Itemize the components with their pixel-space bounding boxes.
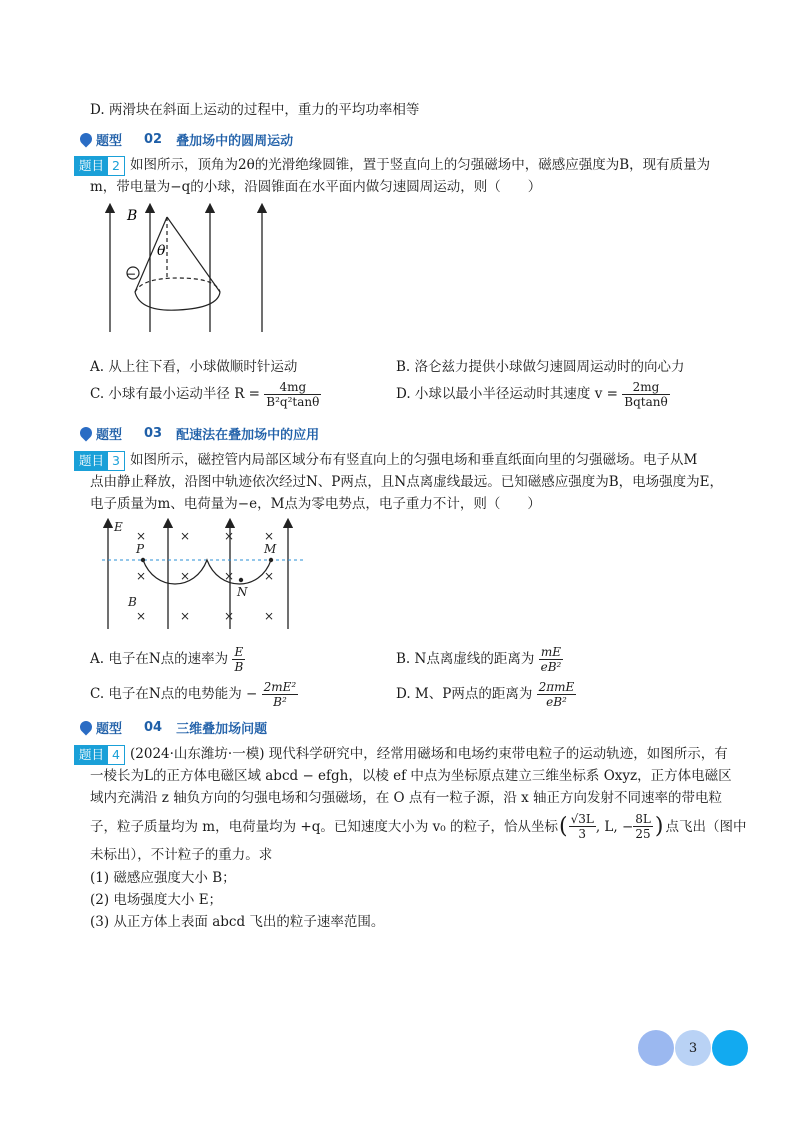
badge-number: 3 <box>108 452 124 470</box>
q4-sub3: (3) 从正方体上表面 abcd 飞出的粒子速率范围。 <box>90 914 385 930</box>
cross-mark: × <box>136 609 147 623</box>
question-badge-3 <box>74 451 125 471</box>
cross-mark: × <box>264 609 275 623</box>
cone-figure <box>100 200 270 335</box>
q3-option-b[interactable] <box>396 645 563 674</box>
option-text: C. 小球有最小运动半径 R = <box>90 386 260 402</box>
cone-right-edge <box>167 217 220 292</box>
option-text: C. 电子在N点的电势能为 − <box>90 686 258 702</box>
section-heading-04 <box>80 717 267 737</box>
fraction: $\frac{\text{2mE²}}{\text{B²}}$ <box>263 680 297 709</box>
paren-open: ( <box>558 813 568 839</box>
section-title: 配速法在叠加场中的应用 <box>176 427 320 443</box>
pager-left-circle <box>638 1030 674 1066</box>
q4-sub2: (2) 电场强度大小 E； <box>90 892 223 908</box>
charge-sign: − <box>125 267 137 281</box>
point-N <box>239 578 243 582</box>
option-text: B. N点离虚线的距离为 <box>396 651 535 667</box>
label-E: E <box>114 520 123 534</box>
label-B: B <box>128 595 137 609</box>
badge-label: 题目 <box>75 746 108 764</box>
line-text: 子，粒子质量均为 m，电荷量均为 +q。已知速度大小为 v₀ 的粒子，恰从坐标 <box>90 818 558 835</box>
q3-option-a[interactable] <box>90 645 245 674</box>
fraction: $\frac{\text{2πmE}}{\text{eB²}}$ <box>538 680 575 709</box>
q4-sub1: (1) 磁感应强度大小 B； <box>90 870 236 886</box>
coord-x-fraction: $\frac{√3L}{3}$ <box>570 812 594 841</box>
section-label: 题型 <box>96 133 123 149</box>
badge-label: 题目 <box>75 157 108 175</box>
q4-line4 <box>90 812 746 841</box>
location-pin-icon <box>78 131 95 148</box>
line-text: 点飞出（图中 <box>665 818 747 835</box>
cross-mark: × <box>136 529 147 543</box>
label-theta: θ <box>157 243 166 259</box>
fraction: $\frac{2mg}{Bqtan\theta}$ <box>624 380 668 409</box>
q3-line2: 点由静止释放，沿图中轨迹依次经过N、P两点，且N点离虚线最远。已知磁感应强度为B，电场强度为E， <box>90 474 723 490</box>
section-title: 叠加场中的圆周运动 <box>176 133 294 149</box>
cross-mark: × <box>180 529 191 543</box>
electron-trajectory <box>143 560 271 584</box>
cross-mark: × <box>264 569 275 583</box>
page-number: 3 <box>675 1030 711 1066</box>
q3-option-c[interactable] <box>90 680 298 709</box>
cross-mark: × <box>224 569 235 583</box>
q3-option-d[interactable] <box>396 680 576 709</box>
cross-mark: × <box>224 529 235 543</box>
magnetron-figure <box>100 517 310 632</box>
coord-mid: , L, − <box>595 818 634 835</box>
option-text: D. M、P两点的距离为 <box>396 686 533 702</box>
cone-base-front <box>135 292 220 310</box>
cross-mark: × <box>180 569 191 583</box>
q2-option-b[interactable]: B. 洛仑兹力提供小球做匀速圆周运动时的向心力 <box>396 359 685 375</box>
q4-line5: 未标出），不计粒子的重力。求 <box>90 847 273 863</box>
section-heading-02 <box>80 129 293 149</box>
pager-right-circle <box>712 1030 748 1066</box>
label-B: B <box>127 208 138 224</box>
section-number: 02 <box>144 131 163 147</box>
q4-line3: 域内充满沿 z 轴负方向的匀强电场和匀强磁场，在 O 点有一粒子源，沿 x 轴正方向发射不同速率的带电粒 <box>90 790 723 806</box>
q3-line3: 电子质量为m、电荷量为−e，M点为零电势点，电子重力不计，则（ ） <box>90 496 541 512</box>
section-heading-03 <box>80 423 319 443</box>
cross-mark: × <box>180 609 191 623</box>
option-text: A. 电子在N点的速率为 <box>90 651 229 667</box>
fraction: $\frac{4mg}{\text{B²q²tanθ}}$ <box>266 380 320 409</box>
paren-close: ) <box>654 813 664 839</box>
q2-line2: m，带电量为−q的小球，沿圆锥面在水平面内做匀速圆周运动，则（ ） <box>90 179 542 195</box>
point-P <box>141 558 145 562</box>
section-title: 三维叠加场问题 <box>176 721 268 737</box>
fraction: $\frac{E}{B}$ <box>234 645 244 674</box>
cross-mark: × <box>224 609 235 623</box>
badge-label: 题目 <box>75 452 108 470</box>
coord-z-fraction: $\frac{8L}{25}$ <box>635 812 651 841</box>
label-N: N <box>237 585 248 599</box>
prev-option-d: D. 两滑块在斜面上运动的过程中，重力的平均功率相等 <box>90 102 420 118</box>
fraction: $\frac{mE}{\text{eB²}}$ <box>540 645 562 674</box>
location-pin-icon <box>78 719 95 736</box>
section-label: 题型 <box>96 427 123 443</box>
badge-number: 4 <box>108 746 124 764</box>
location-pin-icon <box>78 425 95 442</box>
cross-mark: × <box>136 569 147 583</box>
cone-base-back <box>135 278 220 292</box>
question-badge-2 <box>74 156 125 176</box>
section-number: 04 <box>144 719 163 735</box>
q4-line1: (2024·山东潍坊·一模) 现代科学研究中，经常用磁场和电场约束带电粒子的运动轨迹，如图所示，有 <box>130 746 728 762</box>
option-text: D. 小球以最小半径运动时其速度 v = <box>396 386 618 402</box>
q4-line2: 一棱长为L的正方体电磁区域 abcd − efgh，以棱 ef 中点为坐标原点建立三维坐标系 Oxyz，正方体电磁区 <box>90 768 732 784</box>
label-P: P <box>136 542 145 556</box>
badge-number: 2 <box>108 157 124 175</box>
question-badge-4 <box>74 745 125 765</box>
cross-mark: × <box>264 529 275 543</box>
q2-line1: 如图所示，顶角为2θ的光滑绝缘圆锥，置于竖直向上的匀强磁场中，磁感应强度为B，现有质量为 <box>130 157 711 173</box>
section-number: 03 <box>144 425 163 441</box>
q3-line1: 如图所示，磁控管内局部区域分布有竖直向上的匀强电场和垂直纸面向里的匀强磁场。电子从M <box>130 452 698 468</box>
section-label: 题型 <box>96 721 123 737</box>
q2-option-c[interactable] <box>90 380 321 409</box>
point-M <box>269 558 273 562</box>
q2-option-d[interactable] <box>396 380 670 409</box>
label-M: M <box>264 542 277 556</box>
q2-option-a[interactable]: A. 从上往下看，小球做顺时针运动 <box>90 359 298 375</box>
